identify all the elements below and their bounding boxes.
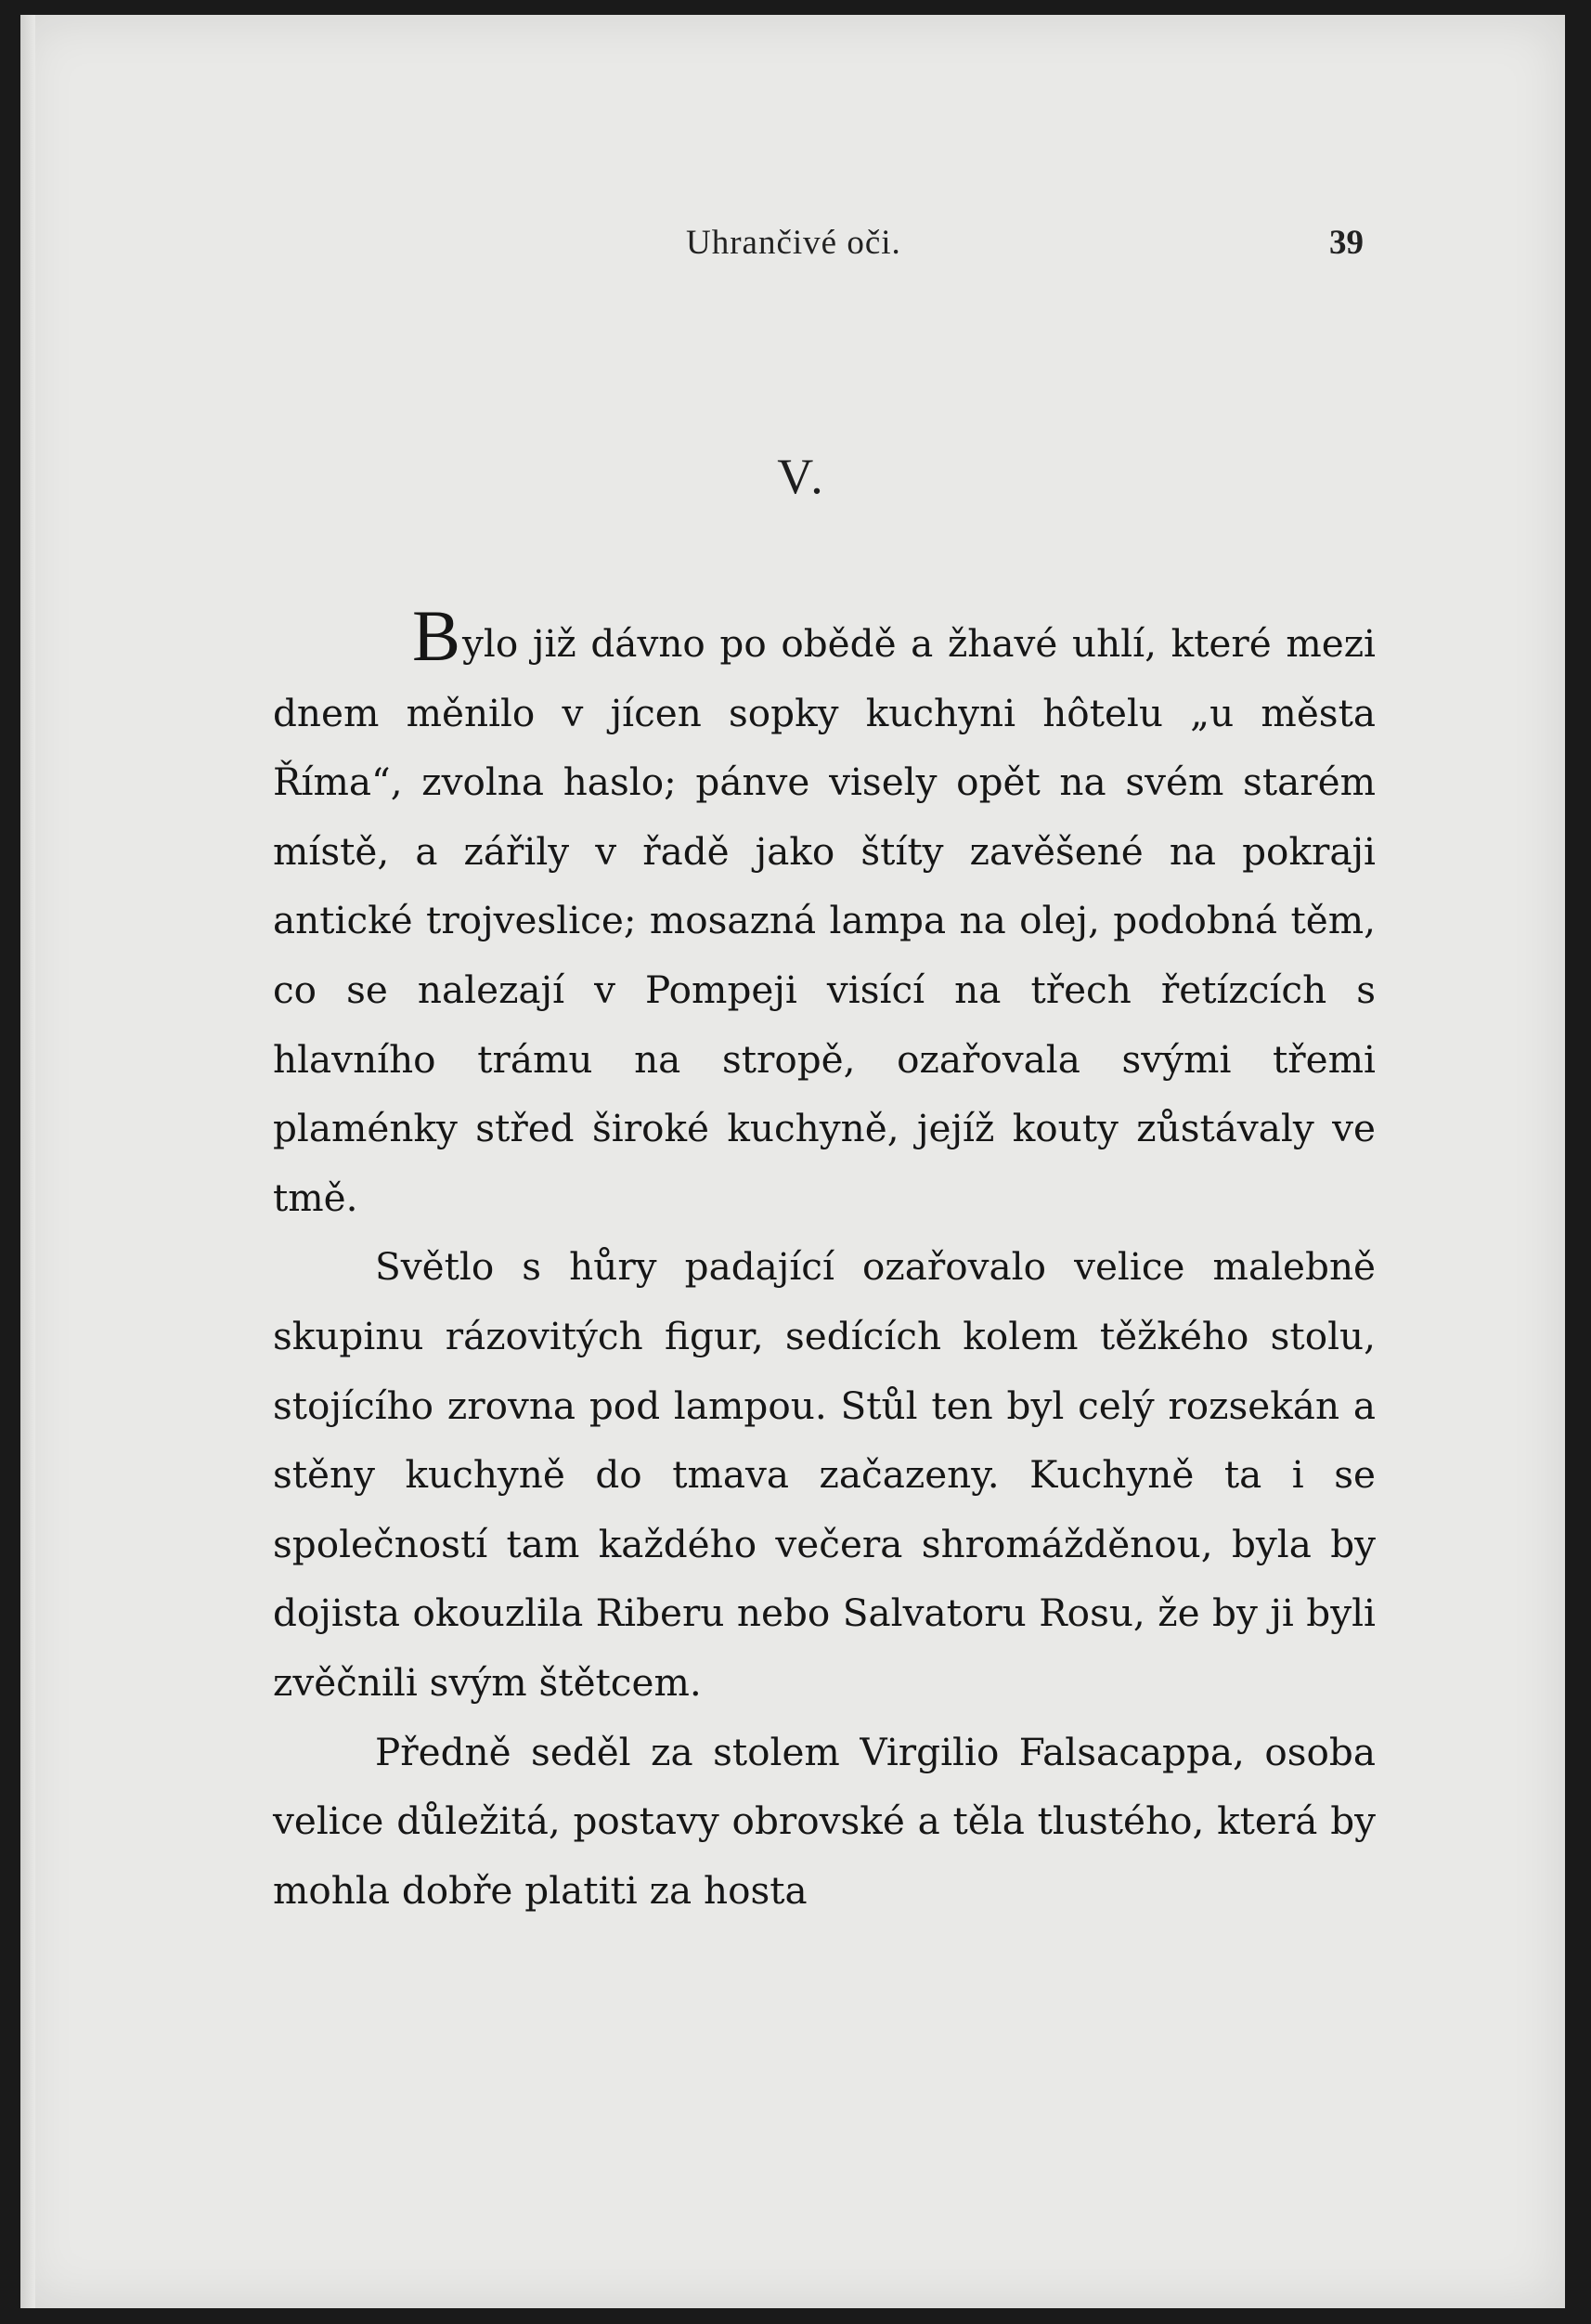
chapter-number: V. (777, 448, 827, 504)
page-binding-edge (20, 15, 35, 2308)
paragraph-3: Předně seděl za stolem Virgilio Falsacappa, osoba velice důležitá, postavy obrovské a těla tlustého, která by mohla dobře platiti za hosta (273, 1729, 1376, 1913)
book-page (20, 15, 1565, 2308)
body-text (273, 595, 1376, 1925)
page-number: 39 (1329, 224, 1364, 262)
paragraph-1-text: ylo již dávno po obědě a žhavé uhlí, které mezi dnem měnilo v jícen sopky kuchyni hôtelu „u města Říma“, zvolna haslo; pánve visely opět na svém starém místě, a zářily v řadě jako štíty zavěšené na pokraji antické trojveslice; mosazná lampa na olej, podobná těm, co se nalezají v Pompeji visící na třech řetízcích s hlavního trámu na stropě, ozařovala svými třemi plaménky střed široké kuchyně, jejíž kouty zůstávaly ve tmě. (273, 621, 1376, 1220)
drop-initial: B (412, 595, 461, 676)
paragraph-1 (273, 595, 1376, 1232)
running-title: Uhrančivé oči. (686, 224, 901, 262)
running-head (20, 223, 1565, 266)
paragraph-2: Světlo s hůry padající ozařovalo velice malebně skupinu rázovitých figur, sedících kolem těžkého stolu, stojícího zrovna pod lampou. Stůl ten byl celý rozsekán a stěny kuchyně do tmava začazeny. Kuchyně ta i se společností tam každého večera shromážděnou, byla by dojista okouzlila Riberu nebo Salvatoru Rosu, že by ji byli zvěčnili svým štětcem. (273, 1244, 1376, 1705)
